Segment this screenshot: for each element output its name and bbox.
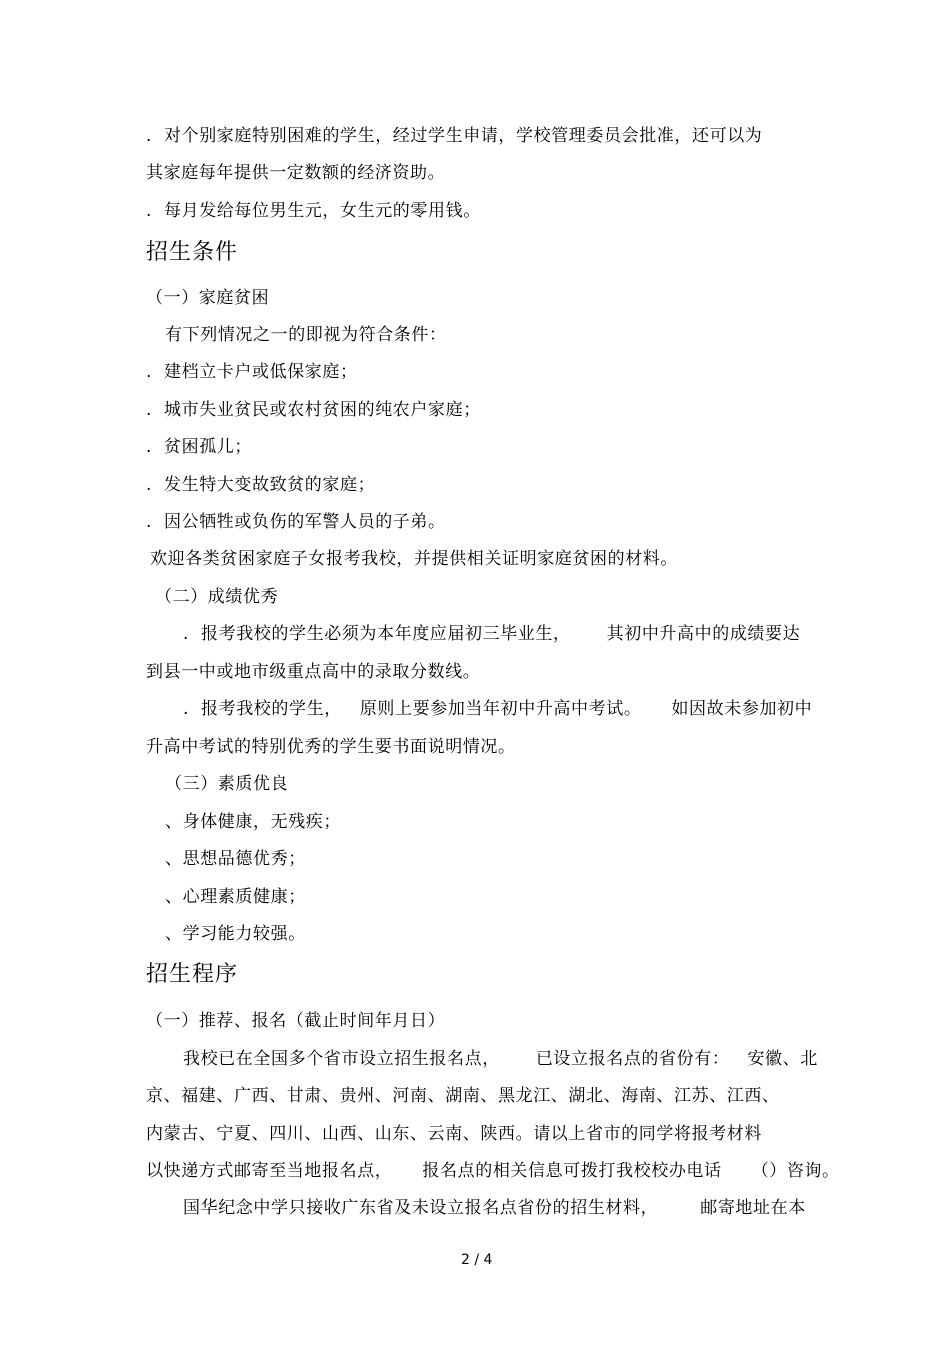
text-line: 京、福建、广西、甘肃、贵州、河南、湖南、黑龙江、湖北、海南、江苏、江西、 [146,1086,780,1106]
text-line: 以快递方式邮寄至当地报名点， 报名点的相关信息可拨打我校校办电话 （）咨询。 [146,1161,840,1181]
bullet-line-pocket-money: . 每月发给每位男生元，女生元的零用钱。 [146,201,481,221]
text-line: 有下列情况之一的即视为符合条件： [165,325,447,345]
subheading-recommendation-registration: （一）推荐、报名（截止时间年月日） [146,1011,446,1031]
list-item: . 因公牺牲或负伤的军警人员的子弟。 [146,512,446,532]
list-item: 、身体健康，无残疾； [165,812,341,832]
page-number: 2 / 4 [461,1252,493,1268]
text-line: 内蒙古、宁夏、四川、山西、山东、云南、陕西。请以上省市的同学将报考材料 [146,1124,762,1144]
text-line: 其家庭每年提供一定数额的经济资助。 [146,163,446,183]
section-heading-admission-procedure: 招生程序 [146,962,239,987]
bullet-line-financial-aid: . 对个别家庭特别困难的学生，经过学生申请，学校管理委员会批准，还可以为 [146,126,763,146]
text-line: 到县一中或地市级重点高中的录取分数线。 [146,662,481,682]
section-heading-admission-conditions: 招生条件 [146,240,239,265]
text-line: 升高中考试的特别优秀的学生要书面说明情况。 [146,737,516,757]
list-item: . 贫困孤儿； [146,437,253,457]
list-item: . 发生特大变故致贫的家庭； [146,475,376,495]
text-line: 欢迎各类贫困家庭子女报考我校，并提供相关证明家庭贫困的材料。 [150,549,678,569]
list-item: . 城市失业贫民或农村贫困的纯农户家庭； [146,400,481,420]
text-line: 国华纪念中学只接收广东省及未设立报名点省份的招生材料， 邮寄地址在本 [183,1198,806,1218]
text-line: . 报考我校的学生， 原则上要参加当年初中升高中考试。 如因故未参加初中 [183,699,813,719]
list-item: 、心理素质健康； [165,887,306,907]
text-line: . 报考我校的学生必须为本年度应届初三毕业生， 其初中升高中的成绩要达 [183,624,801,644]
subheading-excellent-grades: （二）成绩优秀 [155,587,279,607]
subheading-family-poverty: （一）家庭贫困 [146,288,270,308]
text-line: 我校已在全国多个省市设立招生报名点， 已设立报名点的省份有： 安徽、北 [183,1049,818,1069]
list-item: . 建档立卡户或低保家庭； [146,362,358,382]
subheading-good-quality: （三）素质优良 [165,774,289,794]
list-item: 、思想品德优秀； [165,849,306,869]
list-item: 、学习能力较强。 [165,924,306,944]
